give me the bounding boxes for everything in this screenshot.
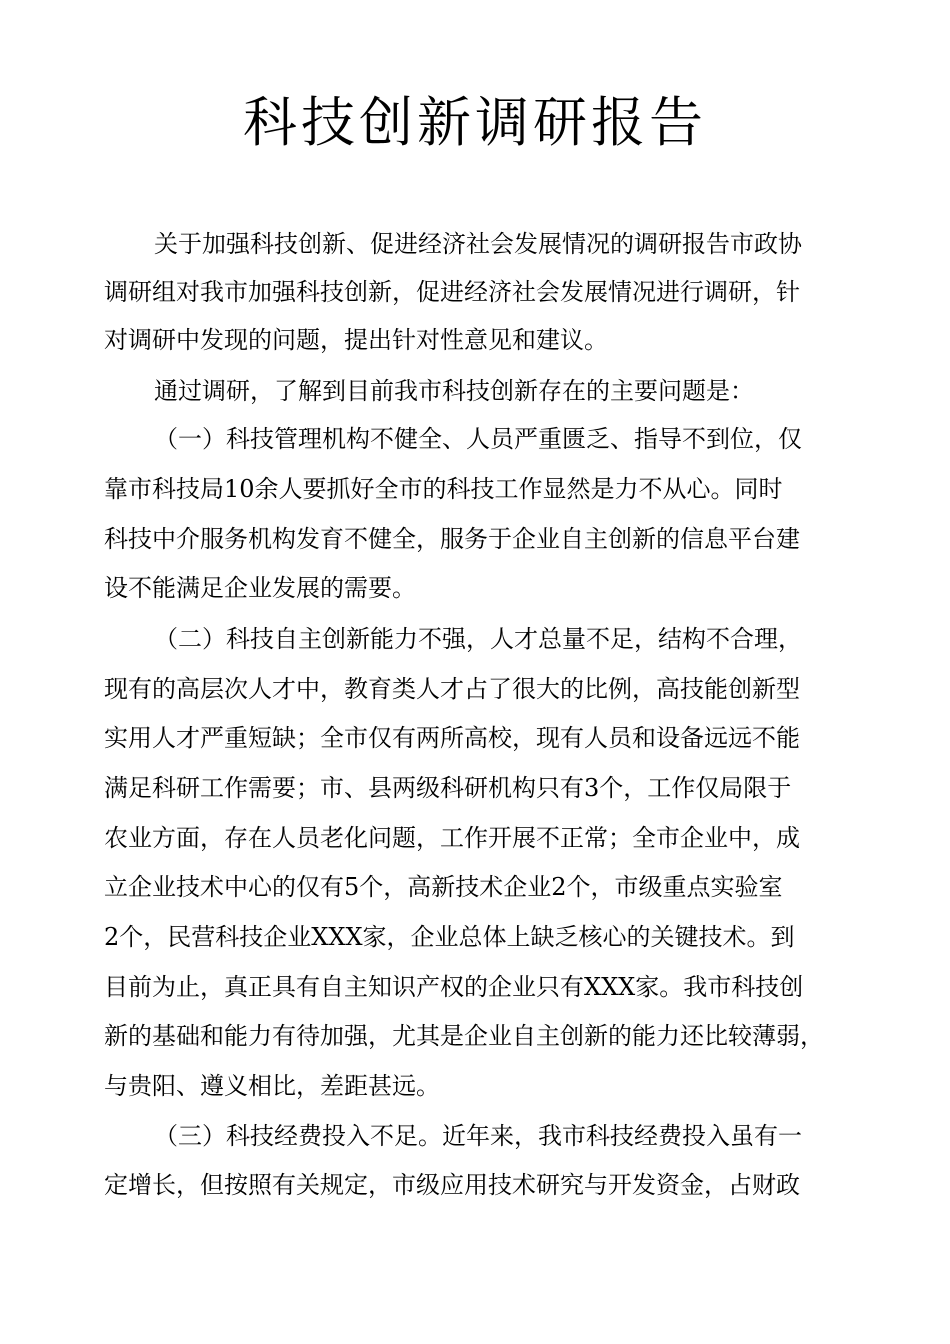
body-line-19: （三）科技经费投入不足。近年来，我市科技经费投入虽有一 [154, 1122, 802, 1150]
body-line-8: 设不能满足企业发展的需要。 [104, 574, 416, 602]
body-line-18: 与贵阳、遵义相比，差距甚远。 [104, 1072, 440, 1100]
body-line-6: 靠市科技局10余人要抓好全市的科技工作显然是力不从心。同时 [104, 475, 783, 503]
body-line-1: 关于加强科技创新、促进经济社会发展情况的调研报告市政协 [154, 230, 802, 258]
body-line-14: 立企业技术中心的仅有5个，高新技术企业2个，市级重点实验室 [104, 873, 783, 901]
body-line-12: 满足科研工作需要；市、县两级科研机构只有3个，工作仅局限于 [104, 774, 792, 802]
body-line-2: 调研组对我市加强科技创新，促进经济社会发展情况进行调研，针 [104, 278, 800, 306]
body-line-17: 新的基础和能力有待加强，尤其是企业自主创新的能力还比较薄弱， [104, 1022, 824, 1050]
body-line-16: 目前为止，真正具有自主知识产权的企业只有XXX家。我市科技创 [104, 973, 804, 1001]
body-line-3: 对调研中发现的问题，提出针对性意见和建议。 [104, 326, 608, 354]
body-line-4: 通过调研，了解到目前我市科技创新存在的主要问题是： [154, 377, 754, 405]
body-line-13: 农业方面，存在人员老化问题，工作开展不正常；全市企业中，成 [104, 824, 800, 852]
body-line-20: 定增长，但按照有关规定，市级应用技术研究与开发资金，占财政 [104, 1171, 800, 1199]
document-title: 科技创新调研报告 [243, 91, 707, 154]
body-line-9: （二）科技自主创新能力不强，人才总量不足，结构不合理， [154, 625, 802, 653]
body-line-11: 实用人才严重短缺；全市仅有两所高校，现有人员和设备远远不能 [104, 724, 800, 752]
body-line-10: 现有的高层次人才中，教育类人才占了很大的比例，高技能创新型 [104, 675, 800, 703]
body-line-7: 科技中介服务机构发育不健全，服务于企业自主创新的信息平台建 [104, 525, 800, 553]
body-line-5: （一）科技管理机构不健全、人员严重匮乏、指导不到位，仅 [154, 425, 802, 453]
body-line-15: 2个，民营科技企业XXX家，企业总体上缺乏核心的关键技术。到 [104, 923, 795, 951]
